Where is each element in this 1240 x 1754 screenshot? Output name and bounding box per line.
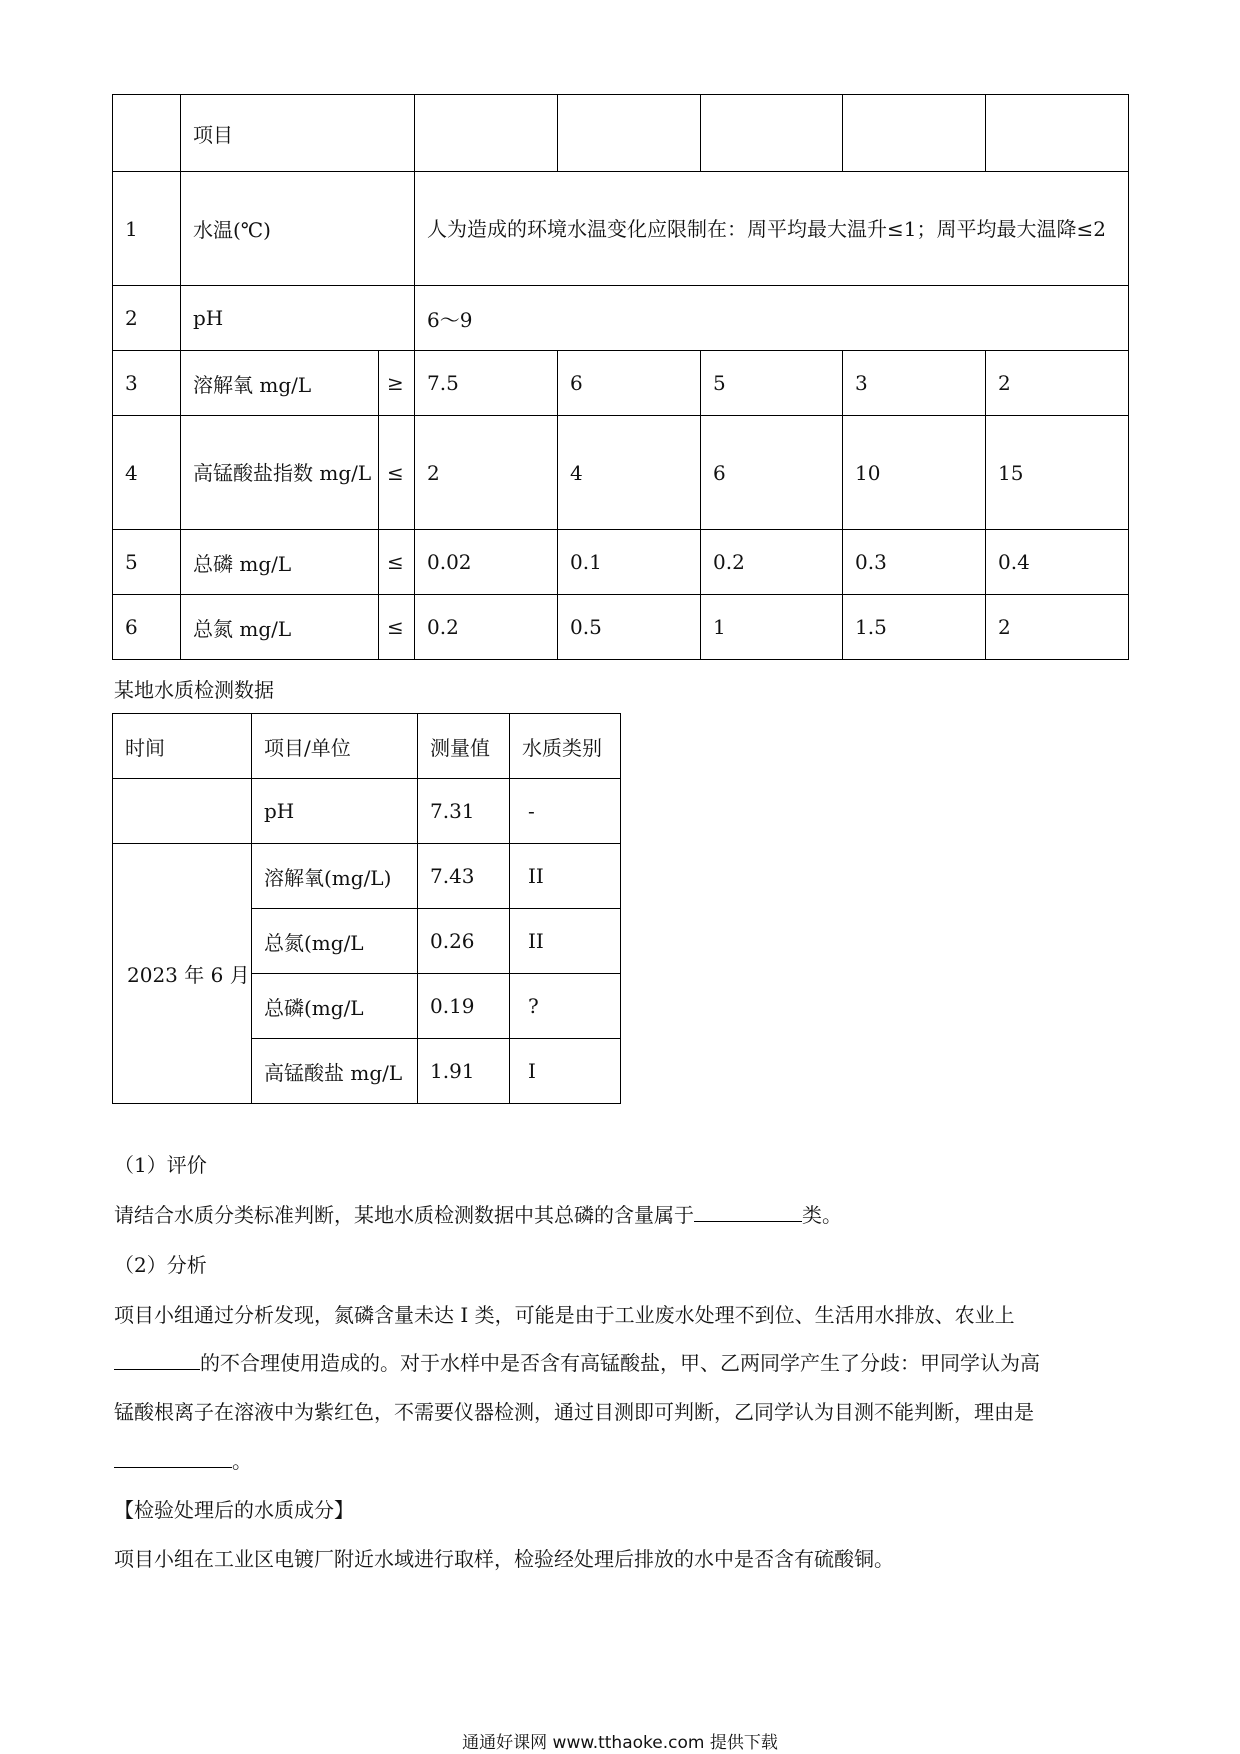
grade-header — [986, 95, 1129, 172]
class-header: 水质类别 — [510, 714, 621, 779]
table-row — [113, 779, 621, 844]
row-item: 总氮 mg/L — [181, 595, 379, 660]
section-text: 项目小组在工业区电镀厂附近水域进行取样，检验经处理后排放的水中是否含有硫酸铜。 — [114, 1547, 894, 1571]
row-text: 6～9 — [415, 286, 1129, 351]
row-no: 2 — [113, 286, 181, 351]
evaluation-question-suffix: 类。 — [802, 1203, 842, 1227]
row-text: 人为造成的环境水温变化应限制在：周平均最大温升≤1；周平均最大温降≤2 — [415, 172, 1129, 286]
grade-header — [558, 95, 701, 172]
row-value: 15 — [986, 416, 1129, 530]
row-op: ≤ — [379, 530, 415, 595]
row-op: ≥ — [379, 351, 415, 416]
analysis-line: 锰酸根离子在溶液中为紫红色，不需要仪器检测，通过目测即可判断，乙同学认为目测不能判断，理由是 — [114, 1400, 1034, 1424]
row-item: 高锰酸盐 mg/L — [252, 1039, 418, 1104]
table-header-row — [113, 714, 621, 779]
row-no: 6 — [113, 595, 181, 660]
row-no: 4 — [113, 416, 181, 530]
analysis-line — [114, 1445, 252, 1474]
row-value: 3 — [843, 351, 986, 416]
row-item: 总磷(mg/L — [252, 974, 418, 1039]
no-header — [113, 95, 181, 172]
row-value: 0.5 — [558, 595, 701, 660]
evaluation-question-text: 请结合水质分类标准判断，某地水质检测数据中其总磷的含量属于 — [114, 1203, 694, 1227]
answer-blank[interactable] — [114, 1449, 232, 1468]
item-header: 项目 — [181, 95, 415, 172]
analysis-line — [114, 1347, 1040, 1376]
row-value: 1.5 — [843, 595, 986, 660]
detection-data-table — [112, 713, 621, 1104]
grade-header — [415, 95, 558, 172]
row-value: 0.2 — [415, 595, 558, 660]
evaluation-question — [114, 1199, 842, 1228]
row-value: 0.2 — [701, 530, 843, 595]
evaluation-heading: （1）评价 — [114, 1153, 207, 1177]
row-class: II — [510, 844, 621, 909]
table-row — [113, 351, 1129, 416]
table-row — [113, 286, 1129, 351]
row-class: ? — [510, 974, 621, 1039]
row-op: ≤ — [379, 416, 415, 530]
analysis-heading: （2）分析 — [114, 1253, 207, 1277]
row-no: 1 — [113, 172, 181, 286]
row-value: 7.43 — [418, 844, 510, 909]
row-value: 7.31 — [418, 779, 510, 844]
row-item: pH — [181, 286, 415, 351]
row-op: ≤ — [379, 595, 415, 660]
row-value: 6 — [701, 416, 843, 530]
footer: 通通好课网 www.tthaoke.com 提供下载 — [462, 1733, 778, 1753]
value-header: 测量值 — [418, 714, 510, 779]
row-class: I — [510, 1039, 621, 1104]
row-value: 2 — [986, 595, 1129, 660]
table-row — [113, 530, 1129, 595]
row-no: 5 — [113, 530, 181, 595]
analysis-line-text: 的不合理使用造成的。对于水样中是否含有高锰酸盐，甲、乙两同学产生了分歧：甲同学认为高 — [200, 1351, 1040, 1375]
time-header: 时间 — [113, 714, 252, 779]
row-value: 0.1 — [558, 530, 701, 595]
item-header: 项目/单位 — [252, 714, 418, 779]
row-item: 总氮(mg/L — [252, 909, 418, 974]
table-row — [113, 595, 1129, 660]
water-standard-table — [112, 94, 1129, 660]
row-time — [113, 779, 252, 844]
table-row — [113, 416, 1129, 530]
row-value: 4 — [558, 416, 701, 530]
row-value: 10 — [843, 416, 986, 530]
answer-blank[interactable] — [694, 1203, 802, 1222]
table-row — [113, 844, 621, 909]
grade-header — [843, 95, 986, 172]
table-header-row — [113, 95, 1129, 172]
row-value: 1 — [701, 595, 843, 660]
row-value: 0.4 — [986, 530, 1129, 595]
row-item: 总磷 mg/L — [181, 530, 379, 595]
row-value: 2 — [986, 351, 1129, 416]
row-item: 水温(℃) — [181, 172, 415, 286]
row-item: 高锰酸盐指数 mg/L — [181, 416, 379, 530]
row-class: - — [510, 779, 621, 844]
row-class: II — [510, 909, 621, 974]
row-value: 6 — [558, 351, 701, 416]
row-value: 0.3 — [843, 530, 986, 595]
row-value: 5 — [701, 351, 843, 416]
row-item: 溶解氧(mg/L) — [252, 844, 418, 909]
row-time: 2023 年 6 月 — [113, 844, 252, 1104]
table-row — [113, 172, 1129, 286]
row-value: 2 — [415, 416, 558, 530]
answer-blank[interactable] — [114, 1351, 200, 1370]
table-caption: 某地水质检测数据 — [114, 678, 274, 702]
row-value: 7.5 — [415, 351, 558, 416]
row-value: 1.91 — [418, 1039, 510, 1104]
analysis-line-end: 。 — [232, 1449, 252, 1473]
row-no: 3 — [113, 351, 181, 416]
analysis-line: 项目小组通过分析发现，氮磷含量未达 I 类，可能是由于工业废水处理不到位、生活用水排放、农业上 — [114, 1303, 1015, 1327]
section-heading: 【检验处理后的水质成分】 — [114, 1498, 354, 1522]
row-item: pH — [252, 779, 418, 844]
row-value: 0.02 — [415, 530, 558, 595]
grade-header — [701, 95, 843, 172]
row-item: 溶解氧 mg/L — [181, 351, 379, 416]
row-value: 0.19 — [418, 974, 510, 1039]
row-value: 0.26 — [418, 909, 510, 974]
